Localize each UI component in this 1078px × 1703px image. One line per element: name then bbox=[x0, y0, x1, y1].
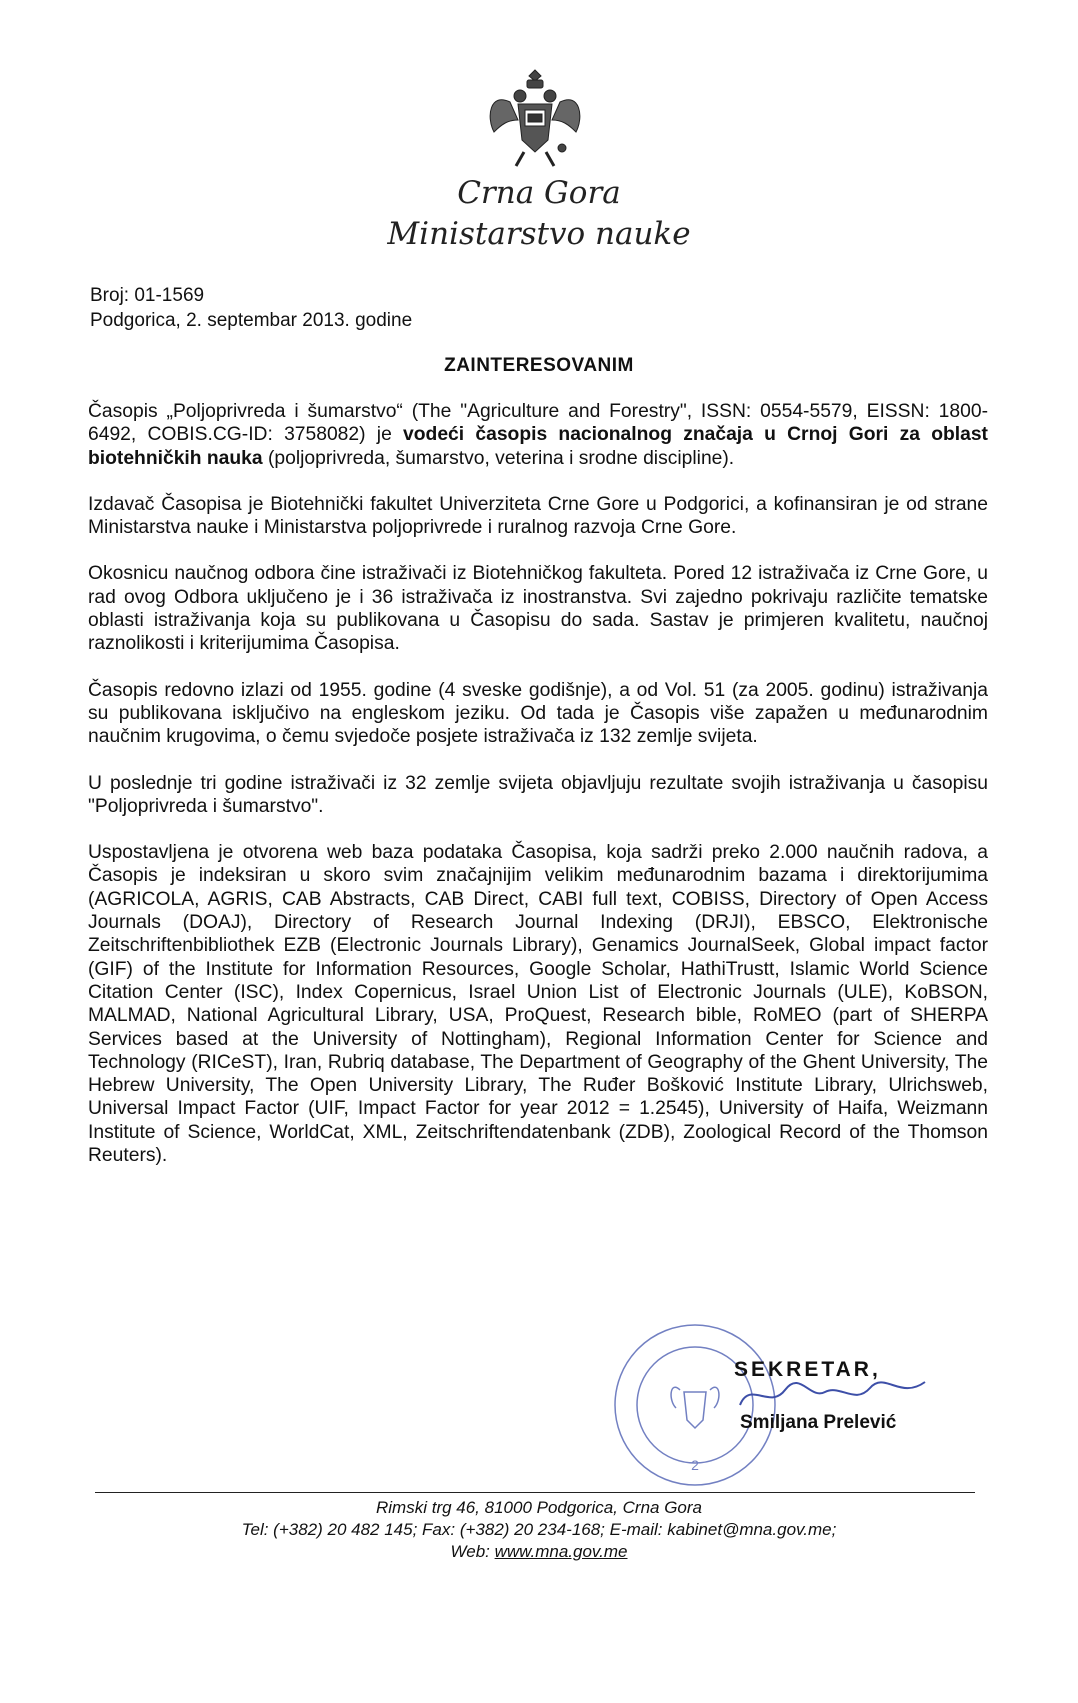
paragraph-1 bbox=[88, 400, 988, 470]
footer-web-label: Web: bbox=[450, 1542, 495, 1561]
paragraph-1-text-b: (poljoprivreda, šumarstvo, veterina i srodne discipline). bbox=[262, 447, 735, 469]
signature-block bbox=[610, 1320, 970, 1490]
paragraph-6: Uspostavljena je otvorena web baza podataka Časopisa, koja sadrži preko 2.000 naučnih radova, a Časopis je indeksiran u skoro svim značajnijim velikim međunarodnim bazama i direktorijumima (AGRICOLA, AGRIS, CAB Abstracts, CAB Direct, CABI full text, COBISS, Directory of Open Access Journals (DOAJ), Directory of Research Journal Indexing (DRJI), EBSCO, Elektronische Zeitschriftenbibliothek EZB (Electronic Journals Library), Genamics JournalSeek, Global impact factor (GIF) of the Institute for Information Resources, Google Scholar, HathiTrustt, Islamic World Science Citation Center (ISC), Index Copernicus, Israel Union List of Electronic Journals (ULE), KoBSON, MALMAD, National Agricultural Library, USA, ProQuest, Research bible, RoMEO (part of SHERPA Services based at the University of Nottingham), Regional Information Center for Science and Technology (RICeST), Iran, Rubriq database, The Department of Geography of the Ghent University, The Hebrew University, The Open University Library, The Ruđer Bošković Institute Library, Ulrichsweb, Universal Impact Factor (UIF, Impact Factor for year 2012 = 1.2545), University of Haifa, Weizmann Institute of Science, WorldCat, XML, Zeitschriftendatenbank (ZDB), Zoological Record of the Thomson Reuters). bbox=[88, 842, 988, 1167]
document-meta bbox=[90, 283, 412, 333]
paragraph-5: U poslednje tri godine istraživači iz 32 zemlje svijeta objavljuju rezultate svojih istraživanja u časopisu "Poljoprivreda i šumarstvo". bbox=[88, 772, 988, 817]
paragraph-2: Izdavač Časopisa je Biotehnički fakultet Univerziteta Crne Gore u Podgorici, a kofinansiran je od strane Ministarstva nauke i Ministarstva poljoprivrede i ruralnog razvoja Crne Gore. bbox=[88, 493, 988, 539]
paragraph-3: Okosnicu naučnog odbora čine istraživači iz Biotehničkog fakulteta. Pored 12 istraživača iz Crne Gore, u rad ovog Odbora uključeno je i 36 istraživača iz inostranstva. Svi zajedno pokrivaju različite tematske oblasti istraživanja koja su publikovana u Časopisu do sada. Sastav je primjeren kvalitetu, naučnoj raznolikosti i kriterijumima Časopisa. bbox=[88, 563, 988, 655]
footer-divider bbox=[95, 1492, 975, 1493]
footer-contacts: Tel: (+382) 20 482 145; Fax: (+382) 20 234-168; E-mail: kabinet@mna.gov.me; bbox=[241, 1520, 837, 1539]
coat-of-arms-icon bbox=[480, 62, 590, 172]
document-number: Broj: 01-1569 bbox=[90, 285, 205, 306]
letter-body bbox=[88, 400, 988, 1190]
footer-address: Rimski trg 46, 81000 Podgorica, Crna Gora bbox=[376, 1498, 702, 1517]
signatory-name: Smiljana Prelević bbox=[740, 1412, 897, 1433]
signature-title: SEKRETAR, bbox=[734, 1358, 881, 1381]
country-name: Crna Gora bbox=[457, 175, 621, 211]
seal-number: 2 bbox=[691, 1457, 699, 1473]
paragraph-4: Časopis redovno izlazi od 1955. godine (4 sveske godišnje), a od Vol. 51 (za 2005. godinu) istraživanja su publikovana isključivo na engleskom jeziku. Od tada je Časopis više zapažen u međunarodnim naučnim krugovima, o čemu svjedoče posjete istraživača iz 132 zemlje svijeta. bbox=[88, 679, 988, 748]
letter-footer bbox=[0, 1497, 1078, 1563]
document-place-date: Podgorica, 2. septembar 2013. godine bbox=[90, 310, 413, 331]
ministry-name: Ministarstvo nauke bbox=[387, 216, 691, 252]
letter-heading: ZAINTERESOVANIM bbox=[444, 355, 634, 376]
footer-web bbox=[0, 1541, 1078, 1563]
website-link[interactable]: www.mna.gov.me bbox=[494, 1542, 628, 1561]
paragraph-1-bold: vodeći časopis nacionalnog značaja u Crnoj Gori za oblast biotehničkih nauka bbox=[88, 424, 988, 469]
paragraph-1-text-a: Časopis „Poljoprivreda i šumarstvo“ (The "Agriculture and Forestry", ISSN: 0554-5579, EISSN: 1800-6492, COBIS.CG-ID: 3758082) je bbox=[88, 401, 988, 446]
